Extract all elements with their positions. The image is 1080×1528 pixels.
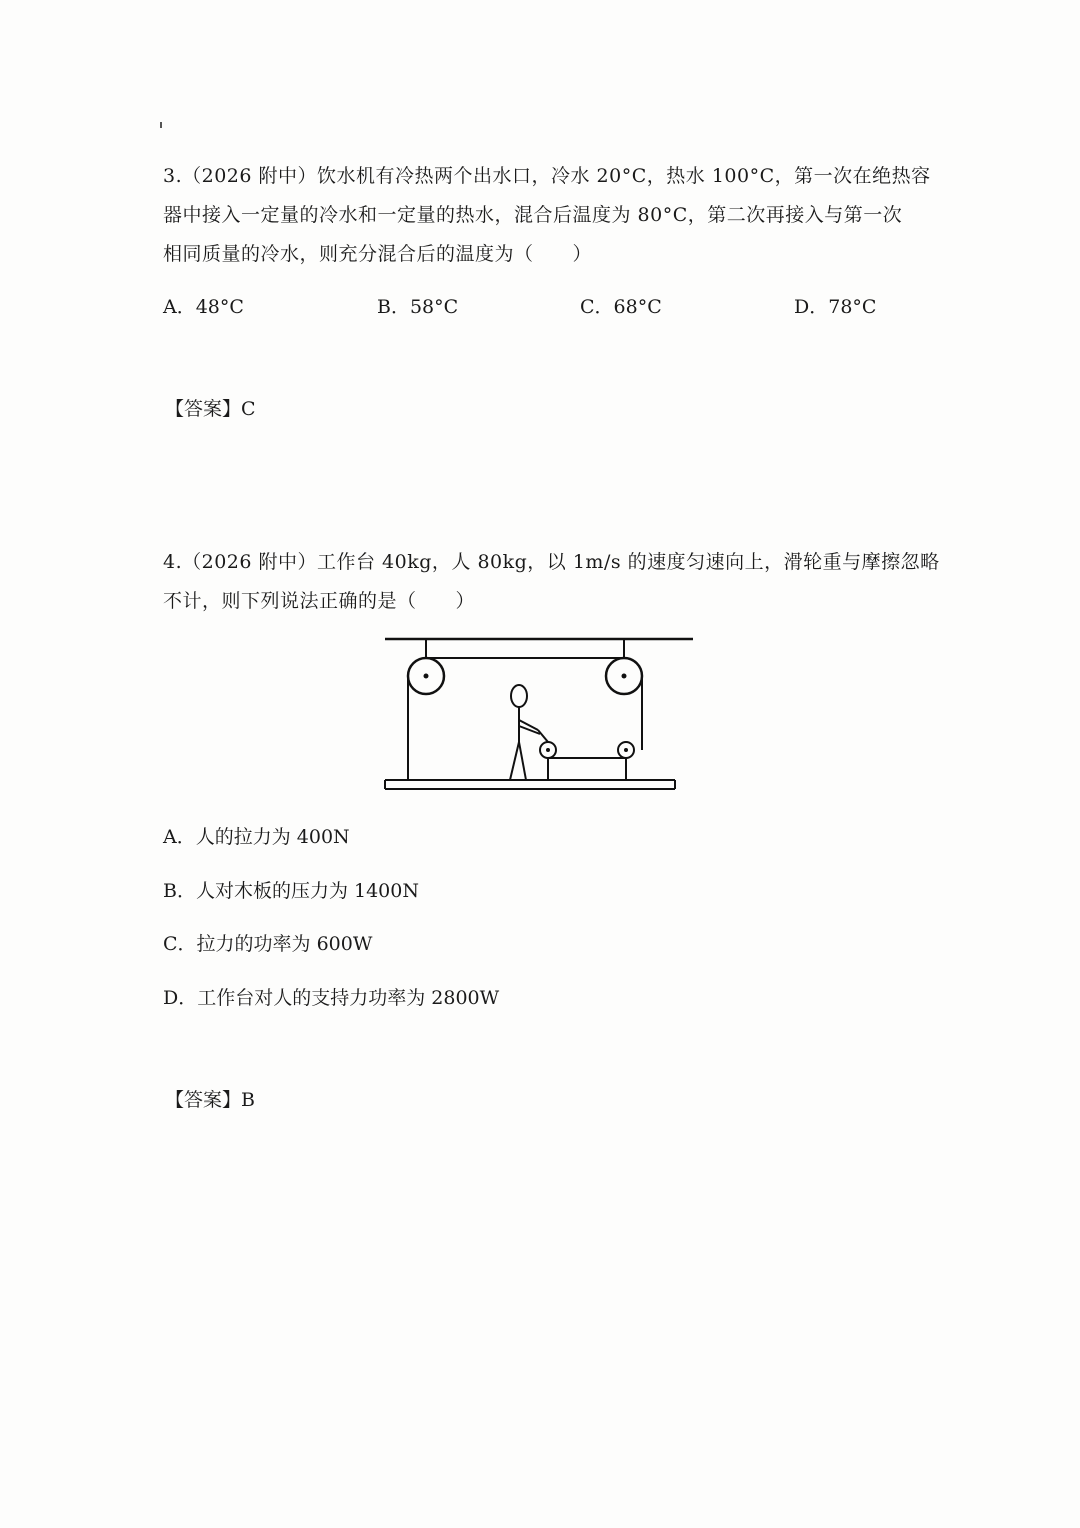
bottom-left-pulley-axle	[546, 748, 550, 752]
left-top-pulley-axle	[424, 674, 429, 679]
question-4-option-b: B．人对木板的压力为 1400N	[163, 880, 419, 902]
question-3-option-c: C．68°C	[580, 296, 662, 318]
question-4-answer: 【答案】B	[165, 1089, 255, 1111]
pulley-diagram	[380, 630, 700, 800]
question-3-line-3: 相同质量的冷水，则充分混合后的温度为（ ）	[163, 243, 593, 265]
right-top-pulley-axle	[622, 674, 627, 679]
question-4-option-a: A．人的拉力为 400N	[163, 826, 350, 848]
question-3-option-d: D．78°C	[794, 296, 877, 318]
question-3-line-2: 器中接入一定量的冷水和一定量的热水，混合后温度为 80°C，第二次再接入与第一次	[163, 204, 903, 226]
question-4-line-2: 不计，则下列说法正确的是（ ）	[163, 590, 476, 612]
scan-mark	[160, 122, 162, 128]
person-head	[511, 685, 527, 707]
question-3-option-b: B．58°C	[377, 296, 459, 318]
question-4-line-1: 4.（2026 附中）工作台 40kg，人 80kg，以 1m/s 的速度匀速向上，滑轮重与摩擦忽略	[163, 551, 940, 573]
bottom-right-pulley-axle	[624, 748, 628, 752]
question-3-answer: 【答案】C	[165, 398, 256, 420]
question-3-line-1: 3.（2026 附中）饮水机有冷热两个出水口，冷水 20°C，热水 100°C，第一次在绝热容	[163, 165, 931, 187]
person-left-leg	[510, 742, 519, 780]
person-right-leg	[519, 742, 526, 780]
question-4-option-c: C．拉力的功率为 600W	[163, 933, 373, 955]
person-arm	[519, 720, 538, 730]
question-3-option-a: A．48°C	[163, 296, 244, 318]
question-4-option-d: D．工作台对人的支持力功率为 2800W	[163, 987, 500, 1009]
pull-rope	[538, 730, 548, 742]
